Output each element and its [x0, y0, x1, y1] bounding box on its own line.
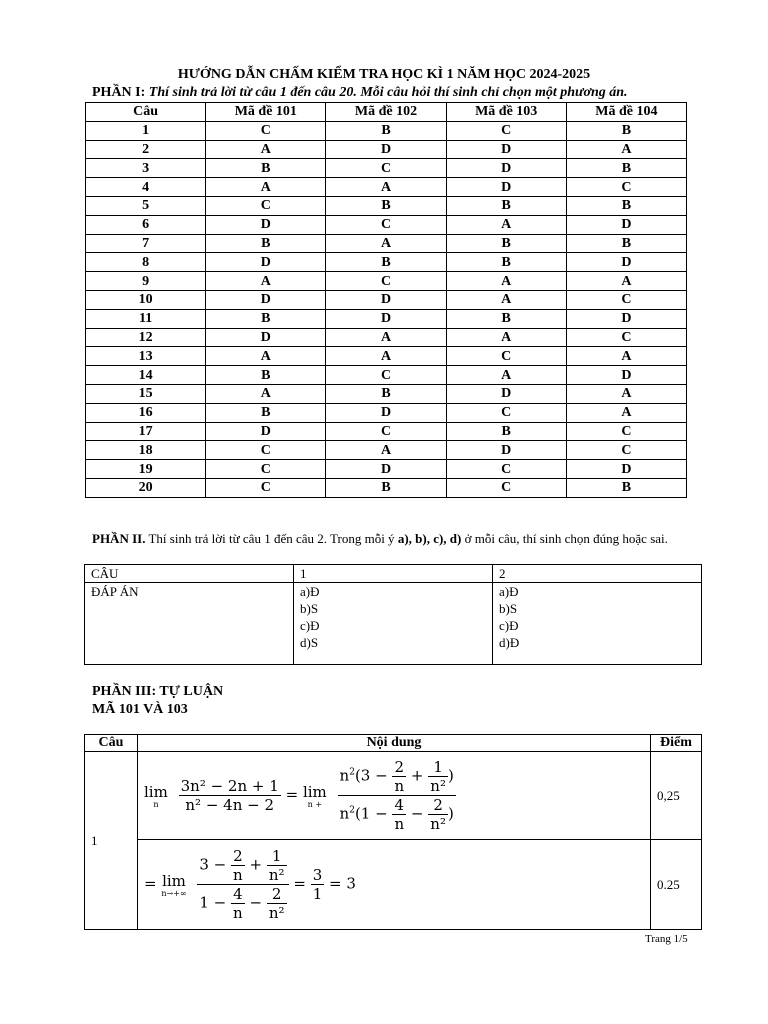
question-cell: 6: [86, 215, 206, 234]
question-cell: 5: [86, 196, 206, 215]
math-step-2: = lim n→+∞ 3 − $\frac{2}{n}$ + $\frac{1}{\text{n²}}$ 1 − $\frac{4}{n}$ − $\frac{2}{\text{n²}}$ = $\frac{3}{1}$ = 3: [138, 840, 651, 930]
cau-col-header: Câu: [85, 735, 138, 752]
answer-cell: C: [446, 347, 566, 366]
table-row: [86, 309, 687, 328]
points: 0.25: [651, 840, 702, 930]
answer-cell: D: [326, 460, 446, 479]
question-cell: 18: [86, 441, 206, 460]
answer-cell: D: [566, 460, 686, 479]
part1-instruction: [92, 85, 628, 101]
part3-title: PHẦN III: TỰ LUẬN: [92, 684, 224, 699]
answer-cell: D: [566, 215, 686, 234]
cau-header: CÂU: [85, 565, 294, 583]
answer-cell: C: [446, 403, 566, 422]
answer-cell: B: [566, 121, 686, 140]
table-row: [86, 140, 687, 159]
answer-cell: D: [566, 253, 686, 272]
answer-cell: D: [206, 328, 326, 347]
answer-cell: C: [566, 328, 686, 347]
true-false-table: [84, 564, 702, 665]
answer-cell: D: [446, 159, 566, 178]
answer-cell: D: [206, 290, 326, 309]
answer-cell: C: [326, 422, 446, 441]
question-cell: 2: [86, 140, 206, 159]
equals: =: [285, 785, 299, 804]
answer-cell: C: [326, 215, 446, 234]
answer: c)Đ: [499, 618, 519, 633]
answer-cell: B: [446, 253, 566, 272]
question-cell: 20: [86, 478, 206, 497]
fraction: 3 − $\frac{2}{n}$ + $\frac{1}{\text{n²}}$ 1 − $\frac{4}{n}$ − $\frac{2}{\text{n²}}$: [197, 847, 288, 922]
answer-cell: C: [206, 441, 326, 460]
question-cell: 1: [86, 121, 206, 140]
limit-symbol: lim n: [144, 782, 168, 809]
answer: d)S: [300, 635, 319, 650]
answer-cell: A: [326, 347, 446, 366]
answer-cell: A: [206, 384, 326, 403]
noi-dung-col-header: Nội dung: [138, 735, 651, 752]
answer-cell: B: [326, 253, 446, 272]
table-row: [86, 215, 687, 234]
document-title: HƯỚNG DẪN CHẤM KIỂM TRA HỌC KÌ 1 NĂM HỌC 2024-2025: [177, 67, 591, 82]
answer-cell: C: [566, 290, 686, 309]
table-row: [86, 178, 687, 197]
question-cell: 13: [86, 347, 206, 366]
answer-cell: C: [206, 121, 326, 140]
q2-header: 2: [493, 565, 702, 583]
answer-cell: C: [206, 460, 326, 479]
question-cell: 7: [86, 234, 206, 253]
table-row: [86, 422, 687, 441]
answer-cell: D: [206, 253, 326, 272]
answer-cell: A: [566, 347, 686, 366]
answer-cell: D: [326, 403, 446, 422]
column-header: Mã đề 101: [206, 103, 326, 122]
part2-options: a), b), c), d): [397, 531, 462, 546]
column-header: Câu: [86, 103, 206, 122]
part3-heading: [92, 683, 223, 719]
limit-symbol: lim n +: [302, 782, 327, 809]
answer-cell: B: [326, 384, 446, 403]
answer-cell: C: [566, 178, 686, 197]
question-cell: 3: [86, 159, 206, 178]
part2-label: PHẦN II.: [92, 531, 146, 546]
table-row: [86, 121, 687, 140]
answer: b)S: [499, 601, 518, 616]
table-row: [86, 460, 687, 479]
answer-cell: C: [566, 422, 686, 441]
question-number: 1: [85, 752, 138, 930]
answer: b)S: [300, 601, 319, 616]
answer-cell: C: [326, 159, 446, 178]
column-header: Mã đề 102: [326, 103, 446, 122]
answer-cell: D: [446, 178, 566, 197]
table-row: [86, 272, 687, 291]
answer-cell: D: [326, 309, 446, 328]
answer-cell: B: [206, 309, 326, 328]
question-cell: 16: [86, 403, 206, 422]
answer-cell: B: [446, 309, 566, 328]
answer-cell: A: [326, 178, 446, 197]
table-row: [86, 159, 687, 178]
part2-text-a: Thí sinh trả lời từ câu 1 đến câu 2. Trong mỗi ý: [148, 531, 395, 546]
answer-cell: D: [566, 366, 686, 385]
answer-cell: A: [566, 272, 686, 291]
answer-cell: A: [446, 290, 566, 309]
q1-answers: [294, 583, 493, 665]
q2-answers: [493, 583, 702, 665]
answer-cell: B: [566, 196, 686, 215]
question-cell: 8: [86, 253, 206, 272]
answer-cell: B: [206, 403, 326, 422]
answer-cell: C: [446, 478, 566, 497]
part2-instruction: [92, 531, 697, 547]
answer-cell: A: [206, 140, 326, 159]
answer-cell: D: [446, 384, 566, 403]
part1-label: PHẦN I:: [92, 85, 146, 100]
result: = 3: [329, 874, 356, 893]
answer-cell: C: [446, 121, 566, 140]
answer-cell: C: [566, 441, 686, 460]
answer-cell: B: [446, 422, 566, 441]
answer-cell: A: [206, 347, 326, 366]
dap-an-header: ĐÁP ÁN: [85, 583, 294, 665]
answer-cell: B: [566, 478, 686, 497]
fraction: $\frac{3}{1}$: [312, 866, 323, 903]
table-row: [86, 441, 687, 460]
q1-header: 1: [294, 565, 493, 583]
table-row: [86, 196, 687, 215]
answer-cell: B: [446, 196, 566, 215]
table-row: [86, 384, 687, 403]
answer-cell: B: [326, 196, 446, 215]
answer-cell: D: [446, 441, 566, 460]
table-row: [86, 366, 687, 385]
part2-text-b: ở mỗi câu, thí sinh chọn đúng hoặc sai.: [464, 531, 668, 546]
answer-cell: B: [206, 234, 326, 253]
question-cell: 14: [86, 366, 206, 385]
question-cell: 9: [86, 272, 206, 291]
part3-subtitle: MÃ 101 VÀ 103: [92, 702, 188, 717]
answer-cell: C: [206, 478, 326, 497]
answer-cell: A: [326, 328, 446, 347]
table-row: [86, 347, 687, 366]
answer-cell: A: [326, 234, 446, 253]
question-cell: 11: [86, 309, 206, 328]
answer-cell: C: [446, 460, 566, 479]
question-cell: 4: [86, 178, 206, 197]
answer-cell: D: [446, 140, 566, 159]
answer-cell: B: [566, 234, 686, 253]
answer: d)Đ: [499, 635, 520, 650]
table-row: [86, 290, 687, 309]
question-cell: 17: [86, 422, 206, 441]
answer-cell: B: [566, 159, 686, 178]
answer: a)Đ: [300, 584, 320, 599]
answer-cell: A: [446, 328, 566, 347]
table-row: [86, 328, 687, 347]
answer-cell: D: [326, 290, 446, 309]
fraction: $n^2(3$ − $\frac{2}{n}$ + $\frac{1}{\text{n²}}$ ) $n^2(1$ − $\frac{4}{n}$ − $\frac{2}{\text{n²}}$ ): [339, 758, 454, 833]
answer-cell: B: [206, 366, 326, 385]
answer-cell: C: [206, 196, 326, 215]
column-header: Mã đề 104: [566, 103, 686, 122]
answer-cell: A: [566, 140, 686, 159]
answer-cell: A: [566, 384, 686, 403]
fraction: $\frac{\text{3n² − 2n + 1}}{\text{n² − 4n − 2}}$: [180, 777, 279, 814]
answer-cell: A: [446, 366, 566, 385]
limit-symbol: lim n→+∞: [161, 871, 187, 898]
part1-text: Thí sinh trả lời từ câu 1 đến câu 20. Mỗi câu hỏi thí sinh chỉ chọn một phương án.: [148, 85, 628, 100]
table-row: [86, 478, 687, 497]
answer: a)Đ: [499, 584, 519, 599]
answer-cell: A: [446, 272, 566, 291]
answer-cell: D: [206, 422, 326, 441]
answer: c)Đ: [300, 618, 320, 633]
page-number: Trang 1/5: [645, 933, 688, 945]
answer-cell: A: [206, 272, 326, 291]
question-cell: 19: [86, 460, 206, 479]
answer-cell: D: [566, 309, 686, 328]
answer-cell: C: [326, 366, 446, 385]
table-row: [86, 234, 687, 253]
answer-cell: D: [206, 215, 326, 234]
answer-cell: B: [326, 121, 446, 140]
answer-cell: C: [326, 272, 446, 291]
diem-col-header: Điểm: [651, 735, 702, 752]
answer-cell: B: [446, 234, 566, 253]
answer-cell: A: [566, 403, 686, 422]
answer-key-table: [85, 102, 687, 498]
answer-cell: B: [206, 159, 326, 178]
table-row: [86, 403, 687, 422]
essay-table: [84, 734, 702, 930]
answer-cell: A: [206, 178, 326, 197]
question-cell: 12: [86, 328, 206, 347]
answer-cell: D: [326, 140, 446, 159]
question-cell: 15: [86, 384, 206, 403]
question-cell: 10: [86, 290, 206, 309]
answer-cell: A: [446, 215, 566, 234]
table-row: [86, 253, 687, 272]
points: 0,25: [651, 752, 702, 840]
answer-cell: A: [326, 441, 446, 460]
column-header: Mã đề 103: [446, 103, 566, 122]
math-step-1: [138, 752, 651, 840]
answer-cell: B: [326, 478, 446, 497]
